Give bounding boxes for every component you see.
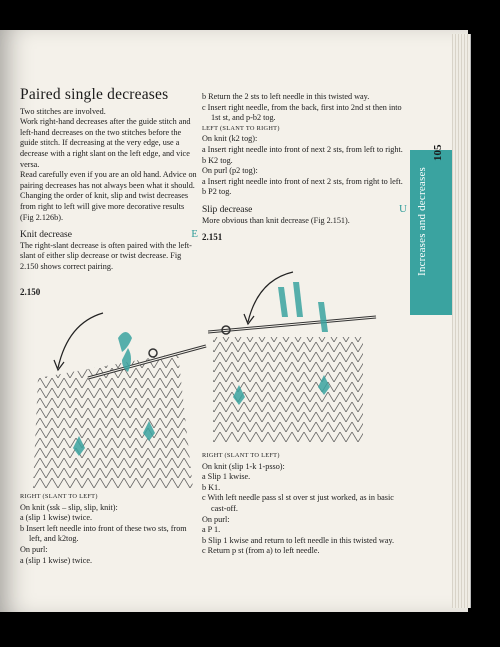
slip-decrease-header [202, 204, 407, 216]
on-knit-line: On knit (ssk – slip, slip, knit): [20, 502, 118, 512]
knitting-illustration-2150 [28, 298, 208, 488]
step-a-p1: a P 1. [202, 525, 221, 535]
on-knit-psso: On knit (slip 1-k 1-psso): [202, 461, 285, 471]
step-a-p2tog: a Insert right needle into front of next 2 sts, from right to left. [202, 176, 403, 186]
intro-line-3: Read carefully even if you are an old hand. Advice on pairing decreases has not always been what it should. [20, 170, 197, 190]
step-b: b Insert left needle into front of these two sts, from left, and k2tog. [20, 523, 187, 544]
level-badge-e: E [191, 228, 198, 241]
step-b-return: b Return the 2 sts to left needle in this twisted way. [202, 92, 370, 101]
step-c-insert: c Insert right needle, from the back, first into 2nd st then into 1st st, and p-b2 tog. [202, 102, 402, 123]
knit-decrease-instructions [20, 492, 200, 566]
slip-decrease-heading: Slip decrease [202, 204, 253, 215]
step-b-slip-return: b Slip 1 kwise and return to left needle in this twisted way. [202, 535, 395, 545]
page-number: 105 [432, 144, 444, 161]
on-purl-line: On purl: [20, 544, 48, 554]
level-badge-u: U [399, 202, 407, 215]
step-b-k1: b K1. [202, 482, 221, 492]
on-knit-k2tog: On knit (k2 tog): [202, 134, 258, 144]
step-a-purl: a (slip 1 kwise) twice. [20, 555, 93, 565]
step-c-return-p: c Return p st (from a) to left needle. [202, 546, 320, 556]
knit-decrease-header [20, 229, 198, 241]
on-purl-p2tog: On purl (p2 tog): [202, 166, 258, 176]
step-a-k2tog: a Insert right needle into front of next 2 sts, from left to right. [202, 144, 403, 154]
right-slant-label-2: RIGHT (SLANT TO LEFT) [202, 452, 280, 459]
knit-decrease-text: The right-slant decrease is often paired with the left-slant of either slip decrease or twist decrease. Fig 2.150 shows correct pairing. [20, 240, 192, 271]
step-b-p2tog: b P2 tog. [202, 187, 232, 197]
fig-label-2151: 2.151 [202, 232, 223, 243]
step-b-k2tog: b K2 tog. [202, 155, 233, 165]
step-a-slip: a Slip 1 kwise. [202, 472, 251, 482]
fig-label-2150: 2.150 [20, 286, 41, 297]
left-slant-label: LEFT (SLANT TO RIGHT) [202, 124, 280, 132]
intro-line-4: Changing the order of knit, slip and twist decreases from right to left will give more decorative results (Fig 2.126b). [20, 191, 189, 222]
page-title: Paired single decreases [20, 86, 169, 103]
intro-line-1: Two stitches are involved. [20, 106, 106, 116]
right-column [202, 92, 407, 243]
knitting-illustration-2151 [208, 262, 378, 442]
page-edges [452, 34, 471, 608]
slip-decrease-instructions [202, 451, 407, 557]
intro-line-2: Work right-hand decreases after the guide stitch and left-hand decreases on the two stitches before the guide stitch. If decreasing at the very edge, use a decrease with a right slant on the left edge, and vice versa. [20, 117, 191, 169]
knit-decrease-heading: Knit decrease [20, 230, 72, 241]
section-tab-label: Increases and decreases [416, 166, 428, 276]
book-page [0, 30, 468, 612]
slip-decrease-text: More obvious than knit decrease (Fig 2.151). [202, 215, 350, 225]
step-a: a (slip 1 kwise) twice. [20, 513, 93, 523]
left-column [20, 86, 198, 297]
step-c-pass: c With left needle pass sl st over st just worked, as in basic cast-off. [202, 493, 394, 513]
right-slant-label: RIGHT (SLANT TO LEFT) [20, 493, 98, 500]
on-purl-psso: On purl: [202, 514, 230, 524]
